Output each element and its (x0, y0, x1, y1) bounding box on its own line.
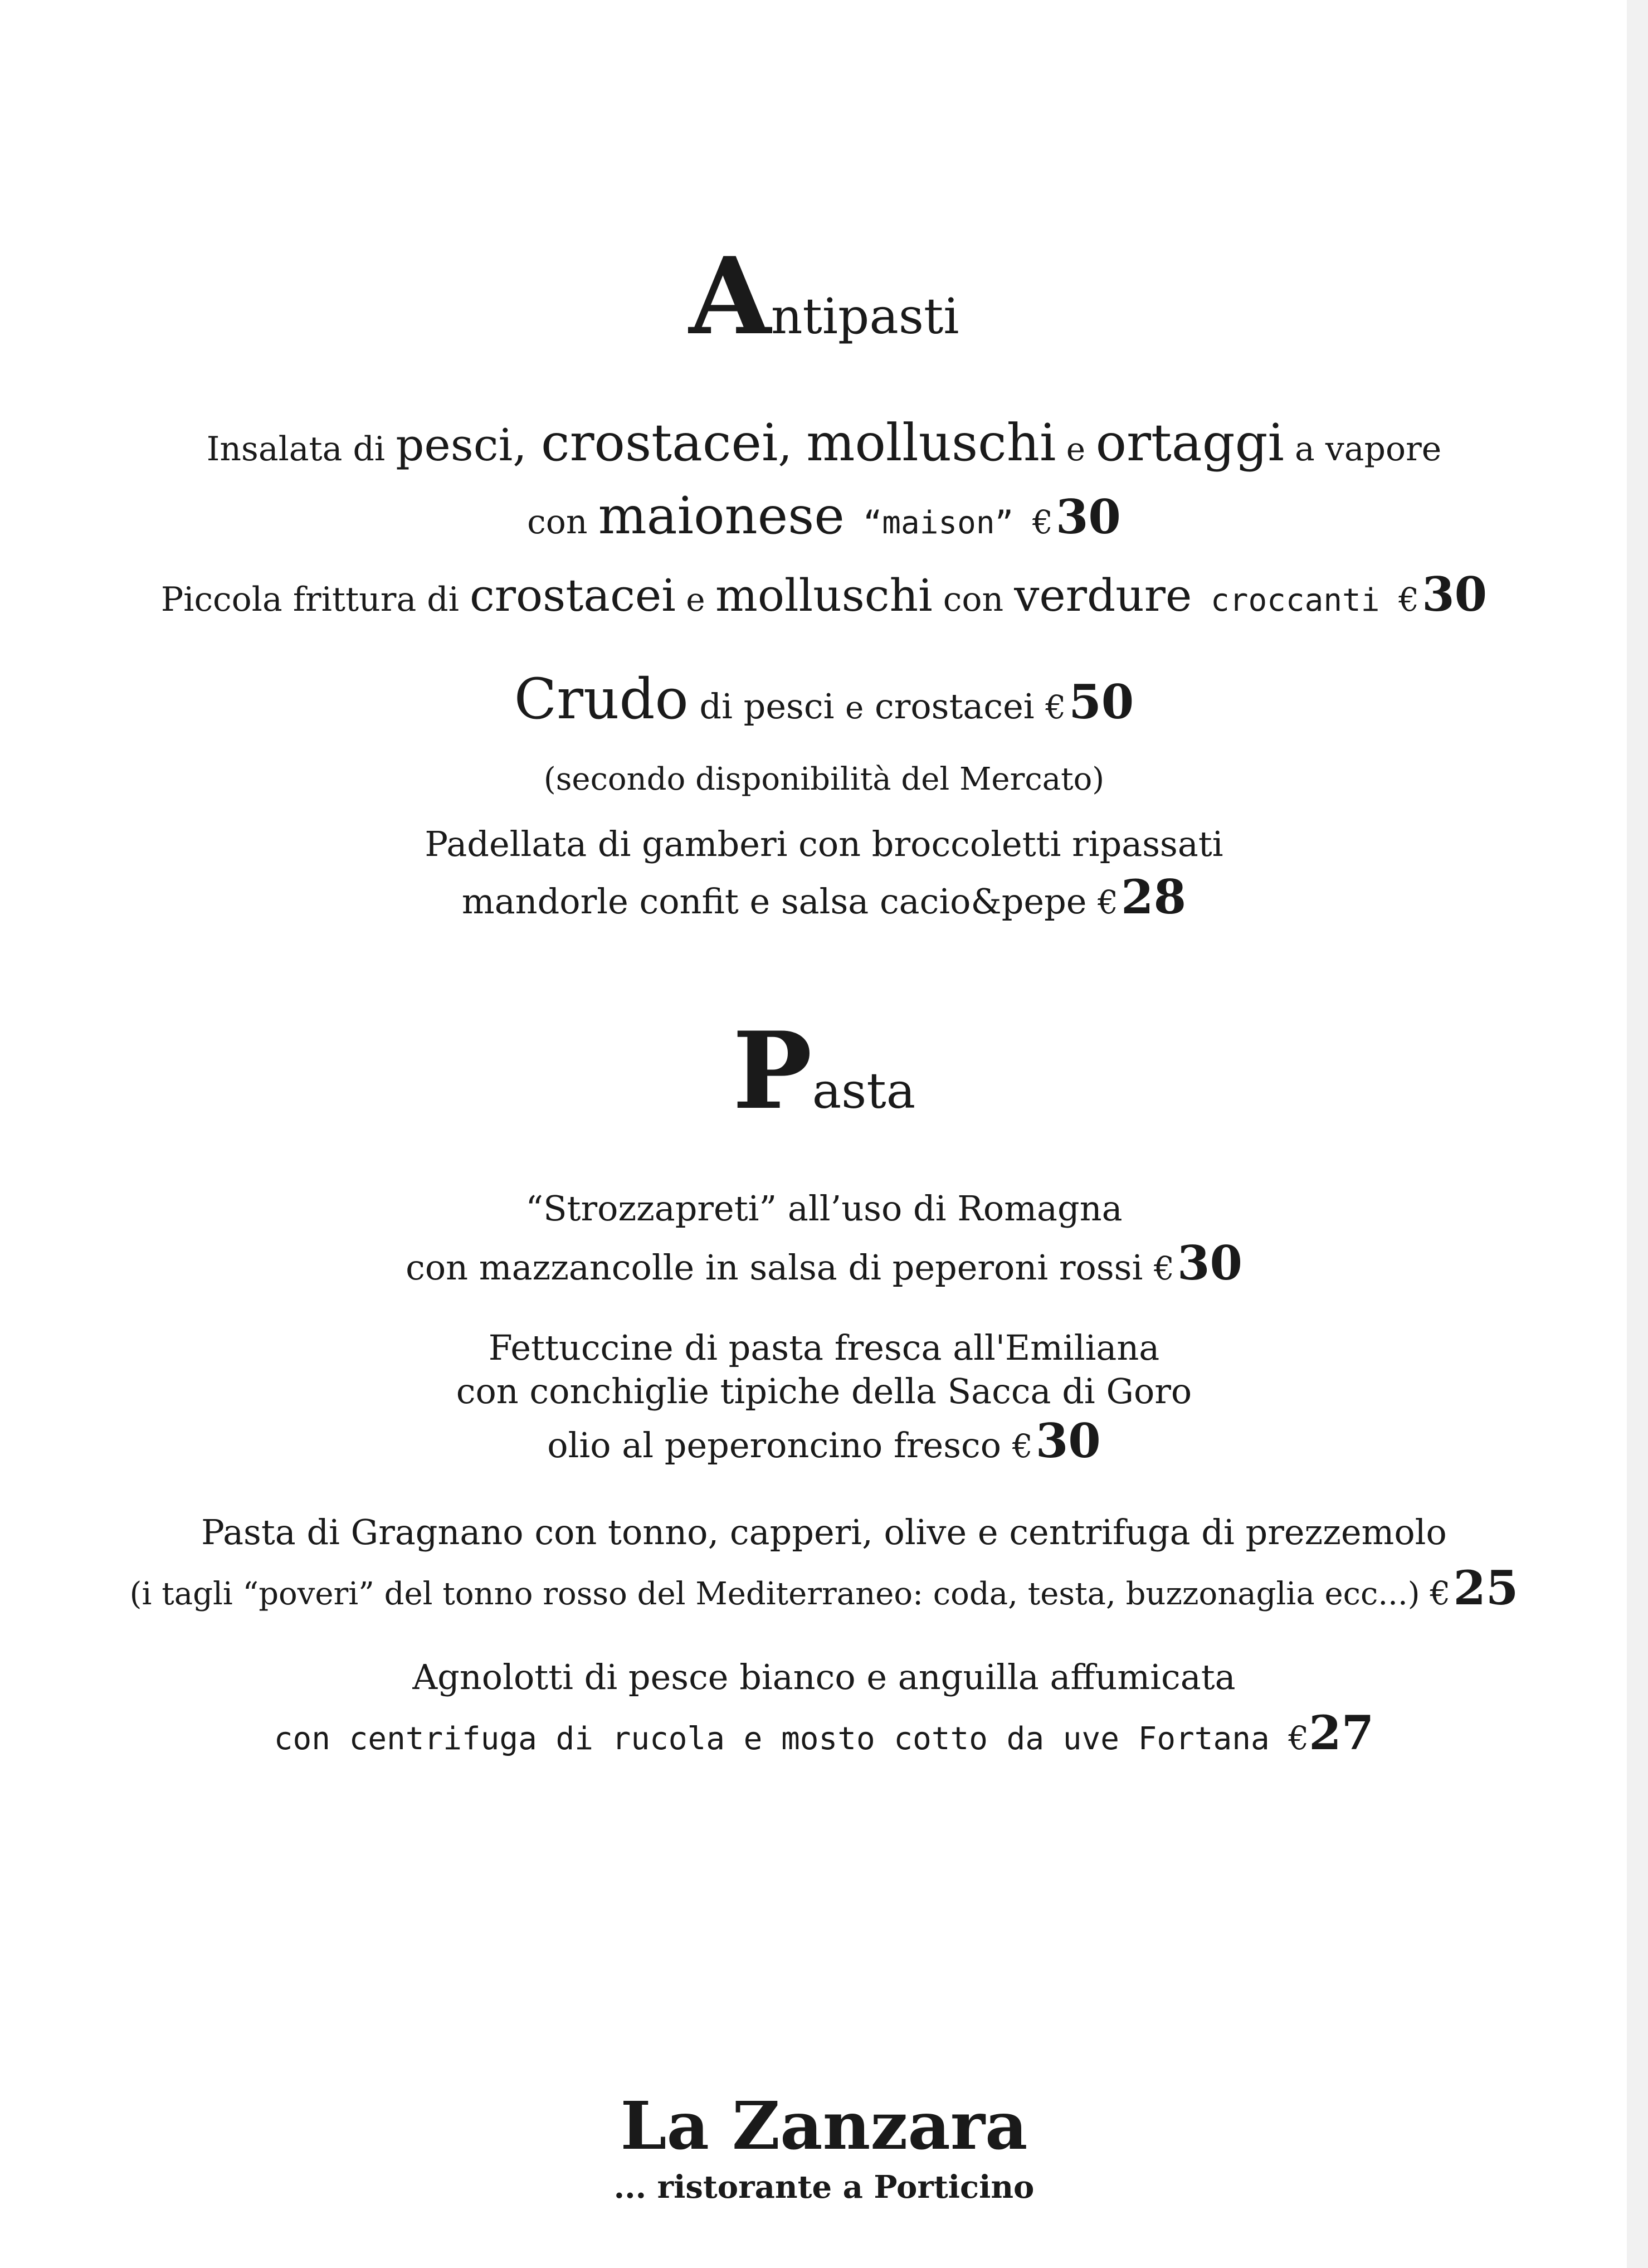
menu-item-line (0, 564, 1648, 639)
euro-sign: € (1012, 1427, 1033, 1465)
euro-sign: € (1430, 1574, 1451, 1612)
item-text: ortaggi (1095, 413, 1284, 473)
restaurant-name: La Zanzara (620, 2087, 1028, 2164)
item-text: molluschi (715, 570, 933, 621)
item-text: Crudo (514, 666, 689, 732)
euro-sign: € (1154, 1249, 1174, 1287)
menu-item-line (0, 1705, 1648, 1774)
item-price: 30 (1035, 1413, 1101, 1468)
item-text: e (845, 690, 864, 726)
item-text: crostacei (864, 686, 1046, 727)
menu-item-line (0, 1413, 1648, 1482)
item-price: 50 (1069, 674, 1134, 729)
menu-item-crudo (0, 663, 1648, 807)
menu-item-line (0, 663, 1648, 752)
item-price: 30 (1422, 567, 1488, 622)
item-note: (secondo disponibilità del Mercato) (543, 761, 1105, 797)
item-text: Fettuccine di pasta fresca all'Emiliana (488, 1327, 1160, 1368)
euro-sign: € (1045, 688, 1066, 726)
item-text: e (675, 581, 715, 619)
euro-sign: € (1098, 883, 1119, 921)
menu-item-line (0, 488, 1648, 558)
item-text: a vapore (1284, 430, 1442, 469)
item-text: crostacei (469, 570, 676, 621)
menu-item-line (0, 869, 1648, 938)
menu-item-frittura (0, 564, 1648, 639)
item-text: con mazzancolle in salsa di peperoni rossi (406, 1247, 1154, 1288)
item-text: con centrifuga di rucola e mosto cotto da uve Fortana (274, 1721, 1289, 1757)
antipasti-heading (0, 234, 1648, 358)
item-text: con (527, 503, 598, 542)
item-price: 28 (1121, 869, 1187, 924)
item-text: maionese (598, 486, 845, 546)
item-text: molluschi (806, 413, 1056, 473)
item-text: olio al peperoncino fresco (547, 1425, 1012, 1466)
euro-sign: € (1398, 581, 1420, 619)
menu-item-padellata (0, 819, 1648, 938)
menu-item-fettuccine (0, 1326, 1648, 1482)
item-text: con conchiglie tipiche della Sacca di Goro (456, 1371, 1192, 1412)
pasta-heading (0, 1009, 1648, 1133)
item-text: Piccola frittura di (160, 580, 470, 619)
pasta-heading-initial: P (732, 1009, 812, 1133)
item-text: Pasta di Gragnano con tonno, capperi, olive e centrifuga di prezzemolo (201, 1512, 1447, 1552)
menu-item-agnolotti (0, 1649, 1648, 1774)
restaurant-subtitle: ... ristorante a Porticino (613, 2169, 1035, 2206)
item-text: “maison” (844, 505, 1032, 541)
menu-item-strozzapreti (0, 1181, 1648, 1304)
item-price: 30 (1177, 1235, 1242, 1291)
pasta-heading-rest: asta (812, 1062, 916, 1120)
item-price: 30 (1055, 489, 1121, 544)
item-text: e (1056, 430, 1096, 468)
item-text: mandorle confit e salsa cacio&pepe (461, 881, 1098, 922)
item-text: (i tagli “poveri” del tonno rosso del Mediterraneo: coda, testa, buzzonaglia ecc...) (129, 1576, 1430, 1612)
item-text: pesci (396, 419, 513, 471)
item-text: Padellata di gamberi con broccoletti ripassati (425, 824, 1223, 864)
item-text: Agnolotti di pesce bianco e anguilla affumicata (412, 1657, 1236, 1697)
antipasti-heading-rest: ntipasti (771, 288, 959, 345)
item-text: Insalata di (206, 430, 396, 469)
item-text: con (932, 580, 1015, 619)
item-text: crostacei (541, 413, 778, 473)
item-text: , (513, 419, 542, 471)
menu-item-gragnano (0, 1505, 1648, 1629)
euro-sign: € (1288, 1719, 1309, 1757)
menu-item-line (0, 1236, 1648, 1304)
menu-item-line (0, 1560, 1648, 1629)
item-text: , (778, 419, 807, 471)
item-text: “Strozzapreti” all’uso di Romagna (525, 1188, 1123, 1229)
menu-item-line (0, 412, 1648, 488)
menu-item-insalata (0, 412, 1648, 558)
antipasti-heading-initial: A (689, 234, 771, 358)
item-price: 25 (1453, 1560, 1519, 1615)
item-text: croccanti (1192, 582, 1399, 619)
item-price: 27 (1309, 1705, 1374, 1760)
item-text: di pesci (688, 686, 846, 727)
euro-sign: € (1032, 503, 1053, 541)
item-text: verdure (1014, 570, 1192, 621)
